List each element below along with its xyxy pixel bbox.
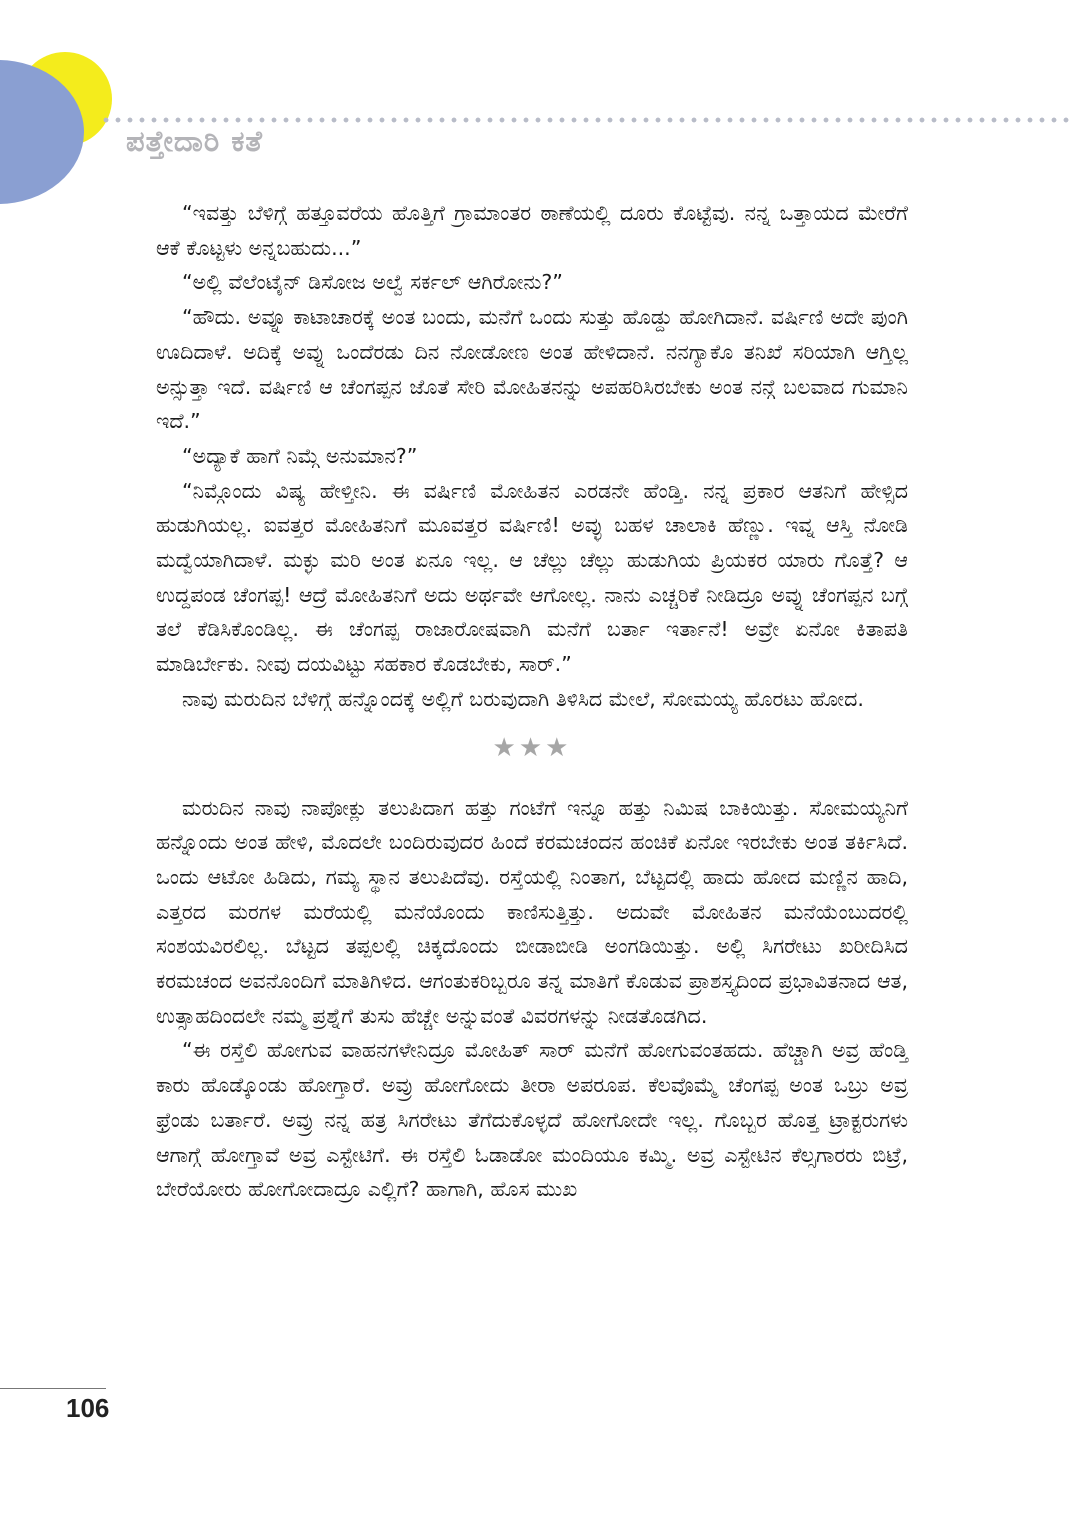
page-number-rule [0,1388,106,1389]
paragraph: ಮರುದಿನ ನಾವು ನಾಪೋಕ್ಲು ತಲುಪಿದಾಗ ಹತ್ತು ಗಂಟೆಗೆ ಇನ್ನೂ ಹತ್ತು ನಿಮಿಷ ಬಾಕಿಯಿತ್ತು. ಸೋಮಯ್ಯನಿಗೆ ಹನ್ನೊಂದು ಅಂತ ಹೇಳಿ, ಮೊದಲೇ ಬಂದಿರುವುದರ ಹಿಂದೆ ಕರಮಚಂದನ ಹಂಚಿಕೆ ಏನೋ ಇರಬೇಕು ಅಂತ ತರ್ಕಿಸಿದೆ. ಒಂದು ಆಟೋ ಹಿಡಿದು, ಗಮ್ಯ ಸ್ಥಾನ ತಲುಪಿದೆವು. ರಸ್ತೆಯಲ್ಲಿ ನಿಂತಾಗ, ಬೆಟ್ಟದಲ್ಲಿ ಹಾದು ಹೋದ ಮಣ್ಣಿನ ಹಾದಿ, ಎತ್ತರದ ಮರಗಳ ಮರೆಯಲ್ಲಿ ಮನೆಯೊಂದು ಕಾಣಿಸುತ್ತಿತ್ತು. ಅದುವೇ ಮೋಹಿತನ ಮನೆಯೆಂಬುದರಲ್ಲಿ ಸಂಶಯವಿರಲಿಲ್ಲ. ಬೆಟ್ಟದ ತಪ್ಪಲಲ್ಲಿ ಚಿಕ್ಕದೊಂದು ಬೀಡಾಬೀಡಿ ಅಂಗಡಿಯಿತ್ತು. ಅಲ್ಲಿ ಸಿಗರೇಟು ಖರೀದಿಸಿದ ಕರಮಚಂದ ಅವನೊಂದಿಗೆ ಮಾತಿಗಿಳಿದ. ಆಗಂತುಕರಿಬ್ಬರೂ ತನ್ನ ಮಾತಿಗೆ ಕೊಡುವ ಪ್ರಾಶಸ್ತ್ಯದಿಂದ ಪ್ರಭಾವಿತನಾದ ಆತ, ಉತ್ಸಾಹದಿಂದಲೇ ನಮ್ಮ ಪ್ರಶ್ನೆಗೆ ತುಸು ಹೆಚ್ಚೇ ಅನ್ನುವಂತೆ ವಿವರಗಳನ್ನು ನೀಡತೊಡಗಿದ. [156,795,908,1028]
paragraph: “ಅಲ್ಲಿ ವೆಲೆಂಟೈನ್ ಡಿಸೋಜ ಅಲ್ವೆ ಸರ್ಕಲ್ ಆಗಿರೋನು?” [182,270,563,295]
page-number: 106 [66,1393,110,1423]
paragraph: ನಾವು ಮರುದಿನ ಬೆಳಿಗ್ಗೆ ಹನ್ನೊಂದಕ್ಕೆ ಅಲ್ಲಿಗೆ ಬರುವುದಾಗಿ ತಿಳಿಸಿದ ಮೇಲೆ, ಸೋಮಯ್ಯ ಹೊರಟು ಹೋದ. [182,686,864,711]
paragraph: “ಅದ್ಯಾಕೆ ಹಾಗೆ ನಿಮ್ಗೆ ಅನುಮಾನ?” [182,443,418,468]
paragraph: “ಈ ರಸ್ತೆಲಿ ಹೋಗುವ ವಾಹನಗಳೇನಿದ್ರೂ ಮೋಹಿತ್ ಸಾರ್ ಮನೆಗೆ ಹೋಗುವಂತಹದು. ಹೆಚ್ಚಾಗಿ ಅವ್ರ ಹೆಂಡ್ತಿ ಕಾರು ಹೊಡ್ಕೊಂಡು ಹೋಗ್ತಾರೆ. ಅವ್ರು ಹೋಗೋದು ತೀರಾ ಅಪರೂಪ. ಕೆಲವೊಮ್ಮೆ ಚೆಂಗಪ್ಪ ಅಂತ ಒಬ್ರು ಅವ್ರ ಫ್ರೆಂಡು ಬರ್ತಾರೆ. ಅವ್ರು ನನ್ನ ಹತ್ರ ಸಿಗರೇಟು ತೆಗೆದುಕೊಳ್ಳದೆ ಹೋಗೋದೇ ಇಲ್ಲ. ಗೊಬ್ಬರ ಹೊತ್ತ ಟ್ರಾಕ್ಟರುಗಳು ಆಗಾಗ್ಗೆ ಹೋಗ್ತಾವೆ ಅವ್ರ ಎಸ್ಟೇಟಿಗೆ. ಈ ರಸ್ತೆಲಿ ಓಡಾಡೋ ಮಂದಿಯೂ ಕಮ್ಮಿ. ಅವ್ರ ಎಸ್ಟೇಟಿನ ಕೆಲ್ಸಗಾರರು ಬಿಟ್ರೆ, ಬೇರೆಯೋರು ಹೋಗೋದಾದ್ರೂ ಎಲ್ಲಿಗೆ? ಹಾಗಾಗಿ, ಹೊಸ ಮುಖ [156,1038,908,1202]
section-title: ಪತ್ತೇದಾರಿ ಕತೆ [126,124,263,158]
paragraph: “ಇವತ್ತು ಬೆಳಿಗ್ಗೆ ಹತ್ತೂವರೆಯ ಹೊತ್ತಿಗೆ ಗ್ರಾಮಾಂತರ ಠಾಣೆಯಲ್ಲಿ ದೂರು ಕೊಟ್ಟೆವು. ನನ್ನ ಒತ್ತಾಯದ ಮೇರೆಗೆ ಆಕೆ ಕೊಟ್ಟಳು ಅನ್ನಬಹುದು...” [156,201,908,260]
story-body [156,196,908,1207]
section-break-spacer [156,779,908,791]
paragraph: “ಹೌದು. ಅವ್ನೂ ಕಾಟಾಚಾರಕ್ಕೆ ಅಂತ ಬಂದು, ಮನೆಗೆ ಒಂದು ಸುತ್ತು ಹೊಡ್ದು ಹೋಗಿದಾನೆ. ವರ್ಷಿಣಿ ಅದೇ ಪುಂಗಿ ಊದಿದಾಳೆ. ಅದಿಕ್ಕೆ ಅವ್ನು ಒಂದೆರಡು ದಿನ ನೋಡೋಣ ಅಂತ ಹೇಳಿದಾನೆ. ನನಗ್ಯಾಕೊ ತನಿಖೆ ಸರಿಯಾಗಿ ಆಗ್ತಿಲ್ಲ ಅನ್ಸುತ್ತಾ ಇದೆ. ವರ್ಷಿಣಿ ಆ ಚೆಂಗಪ್ಪನ ಜೊತೆ ಸೇರಿ ಮೋಹಿತನನ್ನು ಅಪಹರಿಸಿರಬೇಕು ಅಂತ ನನ್ಗೆ ಬಲವಾದ ಗುಮಾನಿ ಇದೆ.” [156,305,908,434]
paragraph: “ನಿಮ್ಗೊಂದು ವಿಷ್ಯ ಹೇಳ್ತೀನಿ. ಈ ವರ್ಷಿಣಿ ಮೋಹಿತನ ಎರಡನೇ ಹೆಂಡ್ತಿ. ನನ್ನ ಪ್ರಕಾರ ಆತನಿಗೆ ಹೇಳ್ಸಿದ ಹುಡುಗಿಯಲ್ಲ. ಐವತ್ತರ ಮೋಹಿತನಿಗೆ ಮೂವತ್ತರ ವರ್ಷಿಣಿ! ಅವ್ಳು ಬಹಳ ಚಾಲಾಕಿ ಹೆಣ್ಣು. ಇವ್ನ ಆಸ್ತಿ ನೋಡಿ ಮದ್ವೆಯಾಗಿದಾಳೆ. ಮಕ್ಳು ಮರಿ ಅಂತ ಏನೂ ಇಲ್ಲ. ಆ ಚೆಲ್ಲು ಚೆಲ್ಲು ಹುಡುಗಿಯ ಪ್ರಿಯಕರ ಯಾರು ಗೊತ್ತೆ? ಆ ಉದ್ದಪಂಡ ಚೆಂಗಪ್ಪ! ಆದ್ರೆ ಮೋಹಿತನಿಗೆ ಅದು ಅರ್ಥವೇ ಆಗೋಲ್ಲ. ನಾನು ಎಚ್ಚರಿಕೆ ನೀಡಿದ್ರೂ ಅವ್ನು ಚೆಂಗಪ್ಪನ ಬಗ್ಗೆ ತಲೆ ಕೆಡಿಸಿಕೊಂಡಿಲ್ಲ. ಈ ಚೆಂಗಪ್ಪ ರಾಜಾರೋಷವಾಗಿ ಮನೆಗೆ ಬರ್ತಾ ಇರ್ತಾನೆ! ಅವ್ರೇ ಏನೋ ಕಿತಾಪತಿ ಮಾಡಿರ್ಬೇಕು. ನೀವು ದಯವಿಟ್ಟು ಸಹಕಾರ ಕೊಡಬೇಕು, ಸಾರ್.” [156,478,908,677]
dotted-header-rule [100,116,1072,124]
section-break-stars: ★★★ [492,732,572,763]
